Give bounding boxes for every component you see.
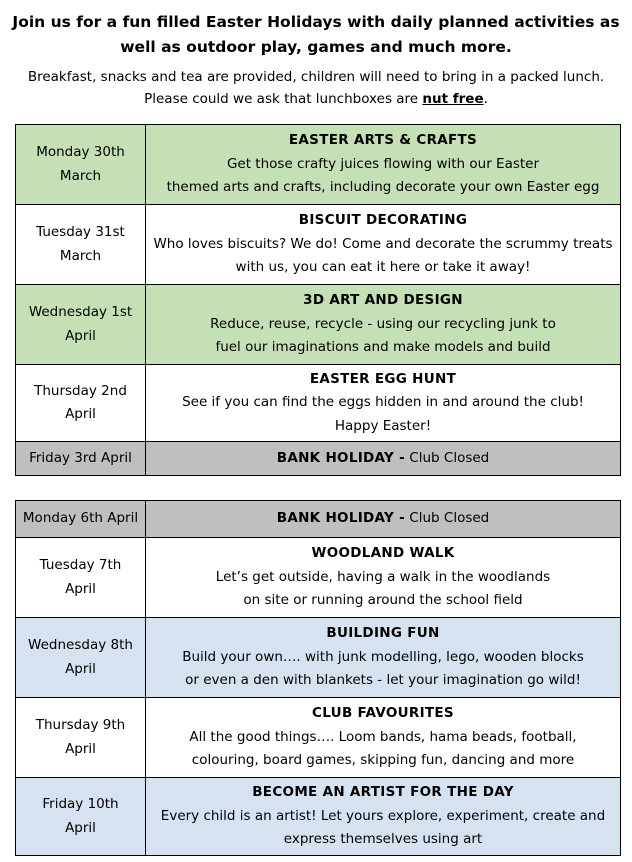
activity-cell	[146, 285, 621, 365]
intro-line-1: Breakfast, snacks and tea are provided, children will need to bring in a packed lunch.	[27, 69, 605, 85]
activity-desc-line-1: Who loves biscuits? We do! Come and decorate the scrummy treats	[153, 235, 613, 252]
activity-cell	[146, 365, 621, 442]
closed-note: Club Closed	[409, 449, 490, 466]
schedule-row	[16, 501, 621, 538]
activity-desc-line-1: Every child is an artist! Let yours explore, experiment, create and	[160, 807, 606, 824]
day-line-1: Wednesday 1st	[28, 304, 133, 320]
day-cell	[16, 125, 146, 205]
day-cell	[16, 618, 146, 698]
day-cell	[16, 285, 146, 365]
activity-cell	[146, 698, 621, 778]
day-cell	[16, 365, 146, 442]
activity-cell	[146, 618, 621, 698]
day-cell	[16, 698, 146, 778]
activity-cell	[146, 778, 621, 856]
day-line-1: Thursday 9th	[35, 717, 126, 733]
intro-line-2-prefix: Please could we ask that lunchboxes are	[144, 91, 423, 107]
week-1-schedule-table	[15, 124, 621, 476]
schedule-row	[16, 618, 621, 698]
intro-line-2-suffix: .	[483, 91, 488, 107]
week-2-schedule-table	[15, 500, 621, 856]
nut-free-emphasis: nut free	[422, 91, 484, 107]
activity-title: BANK HOLIDAY -	[276, 449, 405, 466]
day-cell	[16, 538, 146, 618]
day-line-1: Thursday 2nd	[34, 382, 127, 399]
activity-desc-line-2: Happy Easter!	[334, 417, 432, 434]
activity-title: BECOME AN ARTIST FOR THE DAY	[252, 784, 514, 801]
activity-title: BUILDING FUN	[326, 625, 440, 642]
activity-desc-line-2: express themselves using art	[283, 831, 483, 848]
activity-desc-line-2: fuel our imaginations and make models and build	[215, 339, 551, 356]
activity-cell	[146, 538, 621, 618]
activity-cell	[146, 205, 621, 285]
activity-title: WOODLAND WALK	[311, 545, 455, 562]
day-line-2: April	[65, 406, 96, 422]
day-line-2: March	[59, 167, 102, 184]
activity-desc-line-2: or even a den with blankets - let your imagination go wild!	[185, 672, 581, 689]
schedule-row	[16, 778, 621, 856]
day-line-2: April	[65, 327, 96, 344]
schedule-row	[16, 538, 621, 618]
day-line-1: Friday 10th	[42, 796, 119, 812]
day-line-1: Wednesday 8th	[28, 637, 133, 653]
activity-title: EASTER ARTS & CRAFTS	[288, 132, 478, 149]
schedule-row	[16, 125, 621, 205]
day-line-2: April	[65, 580, 96, 597]
day-cell: Monday 6th April	[16, 501, 146, 538]
intro-title: Join us for a fun filled Easter Holidays with daily planned activities as well as outdoor play, games and much more.	[12, 13, 620, 56]
activity-title: 3D ART AND DESIGN	[303, 292, 463, 309]
intro-text	[0, 66, 632, 110]
schedule-row	[16, 365, 621, 442]
activity-desc-line-2: colouring, board games, skipping fun, dancing and more	[191, 752, 575, 769]
activity-title: BISCUIT DECORATING	[298, 212, 468, 229]
activity-desc-line-2: themed arts and crafts, including decorate your own Easter egg	[166, 179, 600, 196]
activity-desc-line-1: All the good things…. Loom bands, hama beads, football,	[189, 728, 577, 745]
activity-cell	[146, 442, 621, 476]
day-cell: Friday 3rd April	[16, 442, 146, 476]
activity-cell	[146, 501, 621, 538]
activity-cell	[146, 125, 621, 205]
closed-note: Club Closed	[409, 510, 490, 527]
day-line-1: Monday 30th	[36, 144, 125, 160]
intro-section	[0, 10, 632, 110]
activity-desc-line-2: on site or running around the school field	[243, 592, 523, 609]
day-line-1: Tuesday 31st	[36, 224, 125, 240]
day-line-2: March	[59, 247, 102, 264]
intro-line-2	[0, 88, 632, 110]
day-line-2: April	[65, 660, 96, 677]
activity-title: EASTER EGG HUNT	[309, 370, 457, 387]
day-line-1: Tuesday 7th	[39, 557, 122, 573]
day-cell	[16, 778, 146, 856]
day-line-2: April	[65, 819, 96, 836]
schedule-row	[16, 698, 621, 778]
activity-desc-line-1: Let’s get outside, having a walk in the woodlands	[215, 568, 551, 585]
day-line-2: April	[65, 740, 96, 757]
activity-desc-line-1: Reduce, reuse, recycle - using our recycling junk to	[210, 315, 556, 332]
activity-desc-line-1: Build your own…. with junk modelling, lego, wooden blocks	[182, 648, 584, 665]
schedule-row	[16, 205, 621, 285]
activity-title: BANK HOLIDAY -	[276, 510, 405, 527]
activity-desc-line-1: See if you can find the eggs hidden in and around the club!	[182, 394, 584, 411]
activity-desc-line-2: with us, you can eat it here or take it away!	[235, 259, 531, 276]
schedule-row	[16, 442, 621, 476]
day-cell	[16, 205, 146, 285]
activity-desc-line-1: Get those crafty juices flowing with our Easter	[226, 155, 540, 172]
activity-title: CLUB FAVOURITES	[312, 705, 454, 722]
schedule-row	[16, 285, 621, 365]
